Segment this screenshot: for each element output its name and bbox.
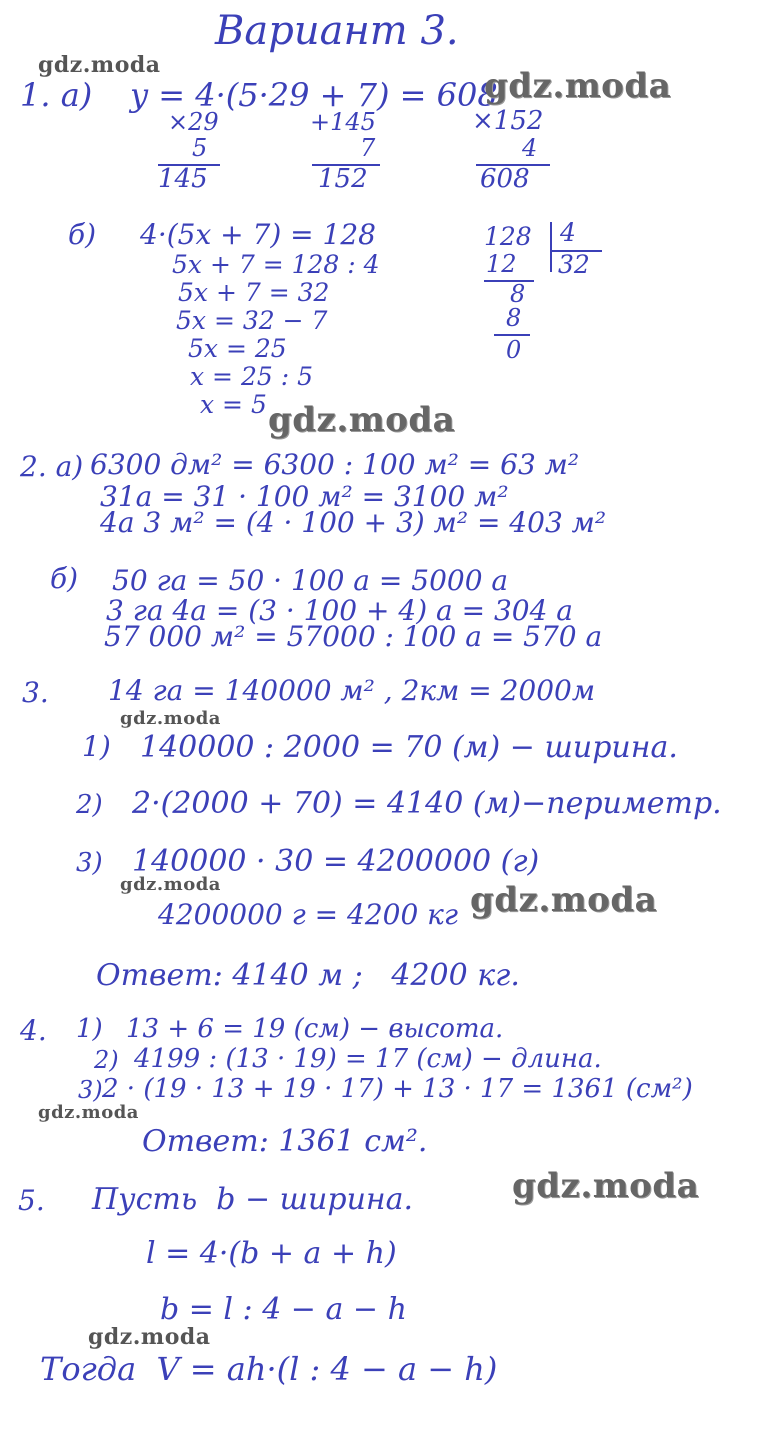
task1-calc1-line2: 5 bbox=[192, 134, 208, 162]
task3-answer: Ответ: 4140 м ; 4200 кг. bbox=[96, 958, 520, 993]
watermark-9: gdz.moda bbox=[88, 1324, 211, 1350]
task2-b-line3: 57 000 м² = 57000 : 100 а = 570 а bbox=[104, 620, 603, 653]
task1-calc1-line1: ×29 bbox=[168, 108, 219, 136]
task3-conversion: 4200000 г = 4200 кг bbox=[158, 898, 459, 931]
task3-label: 3. bbox=[22, 676, 49, 709]
task1-calc3-result: 608 bbox=[480, 164, 530, 194]
task1-calc2-line1: +145 bbox=[310, 108, 376, 136]
watermark-4: gdz.moda bbox=[120, 708, 221, 729]
division-remainder: 0 bbox=[506, 336, 522, 364]
task1-calc2-line2: 7 bbox=[360, 134, 376, 162]
division-quotient: 32 bbox=[558, 250, 590, 279]
task5-line3: b = l : 4 − a − h bbox=[160, 1292, 407, 1327]
task1-b-line5: 5x = 25 bbox=[188, 334, 287, 363]
task2-b-line1: 50 га = 50 · 100 а = 5000 а bbox=[112, 564, 509, 597]
task4-step1-text: 13 + 6 = 19 (см) − высота. bbox=[126, 1014, 504, 1044]
task5-line2: l = 4·(b + a + h) bbox=[146, 1236, 397, 1271]
task1-b-line1: 4·(5x + 7) = 128 bbox=[140, 218, 376, 251]
task4-step2-text: 4199 : (13 · 19) = 17 (см) − длина. bbox=[134, 1044, 602, 1074]
task3-step1-text: 140000 : 2000 = 70 (м) − ширина. bbox=[140, 730, 678, 765]
task1-b-line6: x = 25 : 5 bbox=[190, 362, 313, 391]
task4-step3-text: 2 · (19 · 13 + 19 · 17) + 13 · 17 = 1361 (см²) bbox=[102, 1074, 693, 1104]
division-step1-rule bbox=[484, 280, 534, 282]
watermark-3: gdz.moda bbox=[268, 400, 456, 440]
division-bar bbox=[550, 222, 552, 272]
task2-b-line2: 3 га 4а = (3 · 100 + 4) а = 304 а bbox=[106, 594, 574, 627]
task1-equation: y = 4·(5·29 + 7) = 608 bbox=[130, 76, 498, 114]
task4-step1-num: 1) bbox=[76, 1014, 103, 1044]
task1-calc1-result: 145 bbox=[158, 164, 208, 194]
task4-step2-num: 2) bbox=[94, 1046, 119, 1074]
task2-a-label: 2. а) bbox=[20, 450, 84, 483]
task1-b-line2: 5x + 7 = 128 : 4 bbox=[172, 250, 380, 279]
watermark-6: gdz.moda bbox=[470, 880, 658, 920]
task1-b-line4: 5x = 32 − 7 bbox=[176, 306, 328, 335]
task3-step1-num: 1) bbox=[82, 730, 111, 763]
division-step2: 8 bbox=[510, 280, 526, 308]
task3-step3-num: 3) bbox=[76, 848, 103, 878]
page-title: Вариант 3. bbox=[215, 8, 459, 54]
task1-calc2-result: 152 bbox=[318, 164, 368, 194]
task5-line1: Пусть b − ширина. bbox=[92, 1182, 414, 1217]
task1-calc3-line1: ×152 bbox=[472, 106, 544, 136]
task5-line4: Тогда V = ah·(l : 4 − a − h) bbox=[40, 1350, 498, 1388]
division-step3: 8 bbox=[506, 304, 522, 332]
task2-a-line1: 6300 дм² = 6300 : 100 м² = 63 м² bbox=[90, 448, 580, 481]
task3-step2-num: 2) bbox=[76, 790, 103, 820]
task3-step2-text: 2·(2000 + 70) = 4140 (м)−периметр. bbox=[132, 786, 722, 821]
task3-step3-text: 140000 · 30 = 4200000 (г) bbox=[132, 844, 540, 879]
division-step1: 12 bbox=[486, 250, 517, 278]
division-divisor: 4 bbox=[560, 218, 576, 247]
task1-b-line7: x = 5 bbox=[200, 390, 267, 419]
task2-b-label: б) bbox=[50, 562, 79, 595]
watermark-1: gdz.moda bbox=[38, 52, 161, 78]
watermark-2: gdz.moda bbox=[484, 66, 672, 106]
task1-calc3-line2: 4 bbox=[522, 134, 538, 162]
task1-b-label: б) bbox=[68, 218, 97, 251]
task3-header: 14 га = 140000 м² , 2км = 2000м bbox=[108, 674, 596, 707]
task2-a-line3: 4а 3 м² = (4 · 100 + 3) м² = 403 м² bbox=[100, 506, 607, 539]
task2-a-line2: 31а = 31 · 100 м² = 3100 м² bbox=[100, 480, 509, 513]
watermark-8: gdz.moda bbox=[512, 1166, 700, 1206]
division-dividend: 128 bbox=[484, 222, 532, 251]
task5-label: 5. bbox=[18, 1184, 45, 1217]
watermark-7: gdz.moda bbox=[38, 1102, 139, 1123]
task1-b-line3: 5x + 7 = 32 bbox=[178, 278, 330, 307]
task4-answer: Ответ: 1361 см². bbox=[142, 1124, 428, 1159]
task1-label: 1. а) bbox=[20, 76, 93, 114]
task4-label: 4. bbox=[20, 1014, 47, 1047]
watermark-5: gdz.moda bbox=[120, 874, 221, 895]
task4-step3-num: 3) bbox=[78, 1076, 103, 1104]
